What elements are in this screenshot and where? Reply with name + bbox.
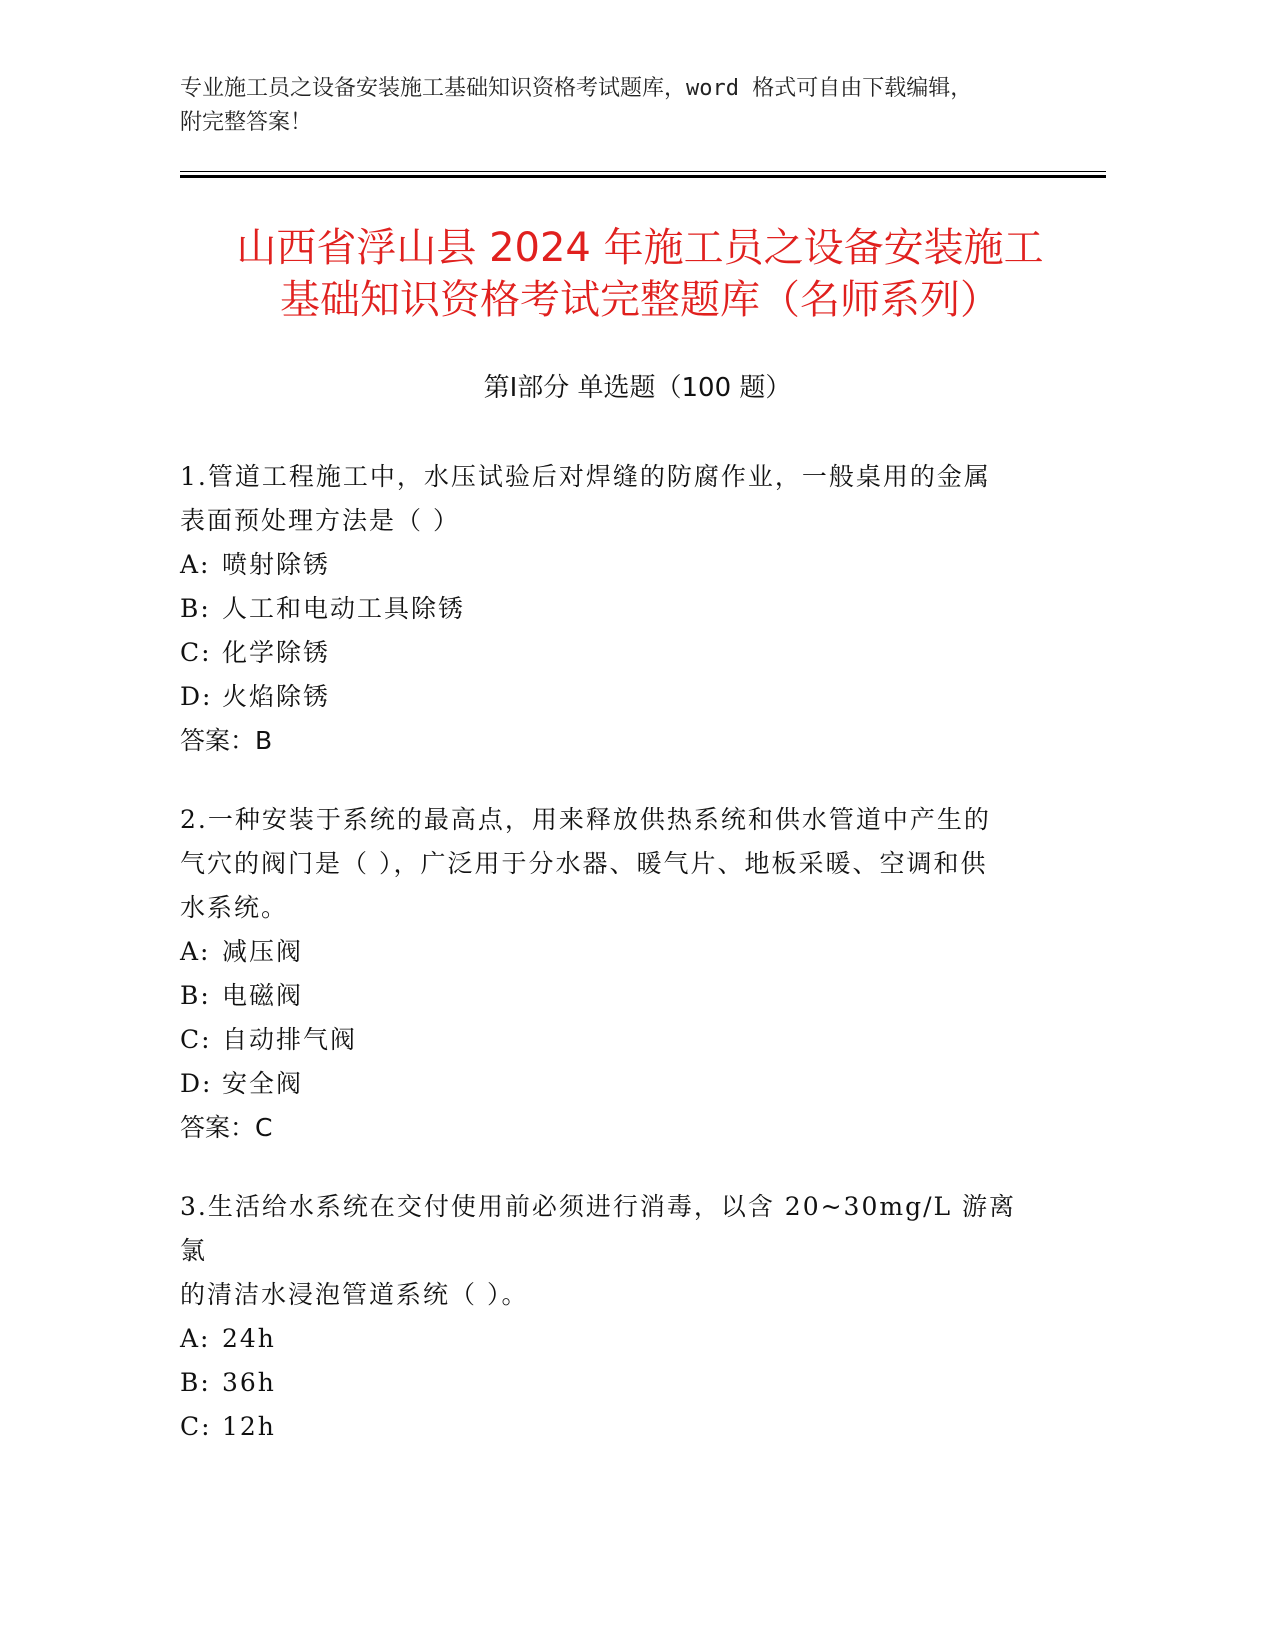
answer-label: 答案： — [180, 1113, 256, 1142]
option-text: 安全阀 — [222, 1069, 304, 1098]
answer-value: C — [255, 1113, 273, 1142]
option-text: 24h — [222, 1324, 276, 1353]
question-option — [180, 631, 1040, 675]
option-key: B: — [180, 1368, 211, 1397]
header-divider-thin — [180, 171, 1106, 172]
option-key: C: — [180, 638, 212, 667]
answer-label: 答案： — [180, 726, 256, 755]
question-stem-line: 2.一种安装于系统的最高点，用来释放供热系统和供水管道中产生的 — [180, 805, 991, 834]
option-key: D: — [180, 682, 213, 711]
option-text: 化学除锈 — [222, 638, 331, 667]
header-divider-thick — [180, 175, 1106, 178]
document-title-line: 基础知识资格考试完整题库（名师系列） — [280, 277, 1000, 323]
option-text: 火焰除锈 — [222, 682, 331, 711]
option-text: 12h — [222, 1412, 276, 1441]
option-key: A: — [180, 1324, 211, 1353]
question-stem-line: 1.管道工程施工中，水压试验后对焊缝的防腐作业，一般桌用的金属 — [180, 462, 991, 491]
option-text: 36h — [222, 1368, 276, 1397]
answer-value: B — [255, 726, 273, 755]
question-answer — [180, 1106, 1040, 1150]
document-title-line: 山西省浮山县 2024 年施工员之设备安装施工 — [236, 225, 1044, 271]
header-note-line: 专业施工员之设备安装施工基础知识资格考试题库，word 格式可自由下载编辑， — [180, 76, 973, 101]
question-option — [180, 974, 1040, 1018]
question-option — [180, 1361, 1040, 1405]
question-option — [180, 1018, 1040, 1062]
question-stem-line: 水系统。 — [180, 893, 289, 922]
option-text: 自动排气阀 — [222, 1025, 358, 1054]
question-option — [180, 930, 1040, 974]
question-option — [180, 543, 1040, 587]
option-key: D: — [180, 1069, 213, 1098]
section-title: 第Ⅰ部分 单选题（100 题） — [483, 373, 792, 403]
option-text: 喷射除锈 — [222, 550, 331, 579]
question-stem-line: 表面预处理方法是（ ） — [180, 506, 460, 535]
header-note — [180, 72, 1060, 140]
option-key: A: — [180, 937, 211, 966]
question-answer — [180, 719, 1040, 763]
question-stem-line: 3.生活给水系统在交付使用前必须进行消毒，以含 20~30mg/L 游离氯 — [180, 1192, 1017, 1265]
option-key: C: — [180, 1412, 212, 1441]
document-title — [150, 222, 1130, 326]
option-key: B: — [180, 594, 211, 623]
question-stem-line: 的清洁水浸泡管道系统（ ）。 — [180, 1280, 529, 1309]
option-text: 减压阀 — [222, 937, 304, 966]
question-list — [180, 455, 1040, 1484]
question-option — [180, 587, 1040, 631]
option-key: A: — [180, 550, 211, 579]
question-stem-line: 气穴的阀门是（ ），广泛用于分水器、暖气片、地板采暖、空调和供 — [180, 849, 988, 878]
question-item — [180, 455, 1040, 763]
question-item — [180, 798, 1040, 1150]
option-text: 电磁阀 — [222, 981, 304, 1010]
question-item — [180, 1185, 1040, 1449]
question-option — [180, 675, 1040, 719]
option-text: 人工和电动工具除锈 — [222, 594, 466, 623]
question-option — [180, 1405, 1040, 1449]
header-note-line: 附完整答案！ — [180, 110, 313, 135]
question-option — [180, 1317, 1040, 1361]
option-key: C: — [180, 1025, 212, 1054]
option-key: B: — [180, 981, 211, 1010]
question-option — [180, 1062, 1040, 1106]
